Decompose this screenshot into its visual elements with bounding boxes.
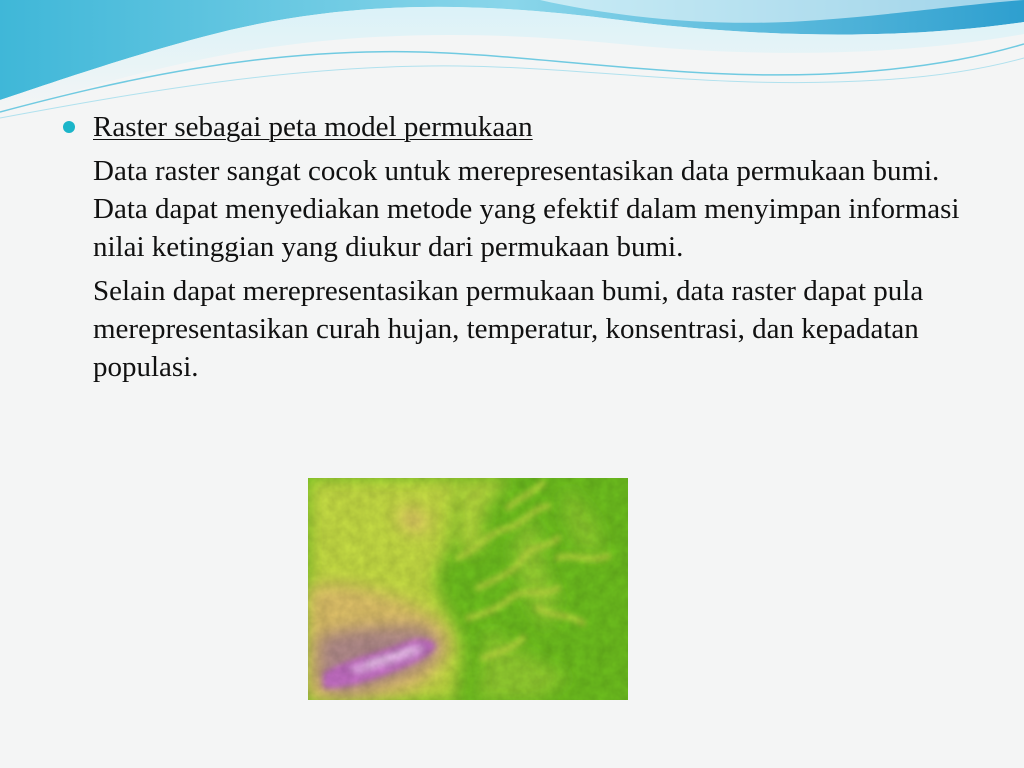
bullet-heading: Raster sebagai peta model permukaan [93, 111, 533, 143]
slide-body [60, 108, 960, 386]
bullet-dot-icon [63, 121, 75, 133]
bullet-item [60, 108, 960, 146]
paragraph-raster-uses: Selain dapat merepresentasikan permukaan bumi, data raster dapat pula merepresentasikan curah hujan, temperatur, konsentrasi, dan kepadatan populasi. [93, 275, 924, 383]
paragraph-raster-description: Data raster sangat cocok untuk merepresentasikan data permukaan bumi. Data dapat menyediakan metode yang efektif dalam menyimpan informasi nilai ketinggian yang diukur dari permukaan bumi. [93, 155, 960, 263]
elevation-raster-image [308, 478, 628, 700]
header-wave-decoration [0, 0, 1024, 120]
